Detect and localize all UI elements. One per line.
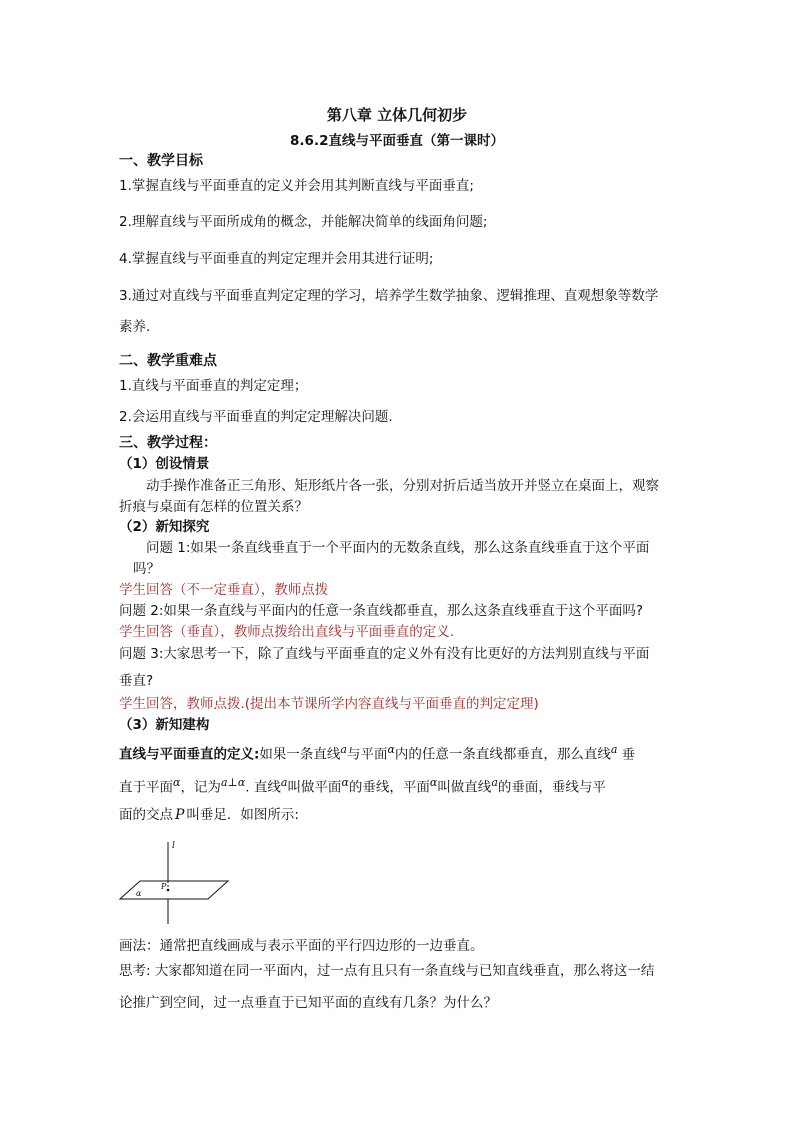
think-line-1: 思考: 大家都知道在同一平面内，过一点有且只有一条直线与已知直线垂直，那么将这一结 [119,963,655,979]
definition-text: 叫做直线 [437,779,492,796]
key-point-1: 1.直线与平面垂直的判定定理； [119,378,308,394]
definition-line-1 [119,741,635,764]
goal-item-4-cont: 素养. [119,319,151,335]
definition-text: ，记为 [180,779,221,796]
construct-heading: （3）新知建构 [119,717,210,733]
question-1-line-1: 问题 1:如果一条直线垂直于一个平面内的无数条直线，那么这条直线垂直于这个平面 [146,540,650,556]
figure-label-l: l [172,841,175,851]
definition-line-3 [119,806,299,824]
question-3-line-1: 问题 3:大家思考一下，除了直线与平面垂直的定义外有没有比更好的方法判别直线与平面 [119,646,650,662]
symbol-perp: a⊥α [220,776,246,789]
definition-text: 垂 [621,746,635,763]
symbol-a: a [610,743,618,756]
scenario-heading: （1）创设情景 [119,456,210,472]
answer-2: 学生回答（垂直），教师点拨给出直线与平面垂直的定义. [119,624,455,640]
scenario-text-2: 折痕与桌面有怎样的位置关系？ [119,499,308,515]
symbol-P: P [175,807,185,823]
symbol-a: a [280,776,288,789]
lesson-title: 8.6.2直线与平面垂直（第一课时） [290,133,504,149]
question-2: 问题 2:如果一条直线与平面内的任意一条直线都垂直，那么这条直线垂直于这个平面吗? [119,603,644,619]
symbol-a: a [340,743,347,756]
symbol-alpha: α [429,776,438,789]
goal-item-2: 2.理解直线与平面所成角的概念，并能解决简单的线面角问题; [119,214,488,230]
definition-text: 叫垂足．如图所示: [186,807,299,823]
question-1-line-2: 吗？ [133,561,160,577]
perpendicular-figure [110,838,240,928]
symbol-alpha: α [387,743,395,756]
figure-label-P: P [161,882,167,891]
explore-heading: （2）新知探究 [119,519,210,535]
answer-1: 学生回答（不一定垂直），教师点拨 [119,582,329,598]
goal-item-3: 4.掌握直线与平面垂直的判定定理并会用其进行证明; [119,251,434,267]
symbol-a: a [491,776,498,789]
goal-item-1: 1.掌握直线与平面垂直的定义并会用其判断直线与平面垂直; [119,178,474,194]
definition-text: 面的交点 [119,807,173,823]
symbol-alpha: α [341,776,349,789]
question-3-line-2: 垂直? [119,673,154,689]
foot-point [167,889,170,892]
definition-text: 的垂面，垂线与平 [497,779,606,796]
definition-text: 叫做平面 [287,779,342,796]
definition-text: 直于平面 [119,779,173,796]
definition-text: 与平面 [346,746,388,763]
key-points-heading: 二、教学重难点 [119,353,217,369]
definition-text: 如果一条直线 [259,746,341,763]
goal-item-4: 3.通过对直线与平面垂直判定定理的学习，培养学生数学抽象、逻辑推理、直观想象等数学 [119,288,659,304]
definition-text: . 直线 [245,779,281,796]
process-heading: 三、教学过程： [119,435,217,451]
definition-line-2 [119,774,606,797]
definition-text: 内的任意一条直线都垂直，那么直线 [394,746,611,763]
scenario-text-1: 动手操作准备正三角形、矩形纸片各一张，分别对折后适当放开并竖立在桌面上，观察 [146,478,659,494]
definition-text: 的垂线，平面 [348,779,430,796]
think-line-2: 论推广到空间，过一点垂直于已知平面的直线有几条？为什么？ [119,995,497,1011]
goals-heading: 一、教学目标 [119,153,203,169]
drawing-method: 画法：通常把直线画成与表示平面的平行四边形的一边垂直。 [119,938,484,954]
answer-3: 学生回答，教师点拨.(提出本节课所学内容直线与平面垂直的判定定理) [119,696,539,712]
figure-label-alpha: α [136,889,142,898]
key-point-2: 2.会运用直线与平面垂直的判定定理解决问题. [119,409,393,425]
symbol-alpha: α [173,776,181,789]
definition-label: 直线与平面垂直的定义: [119,746,260,763]
chapter-title: 第八章 立体几何初步 [326,106,468,124]
